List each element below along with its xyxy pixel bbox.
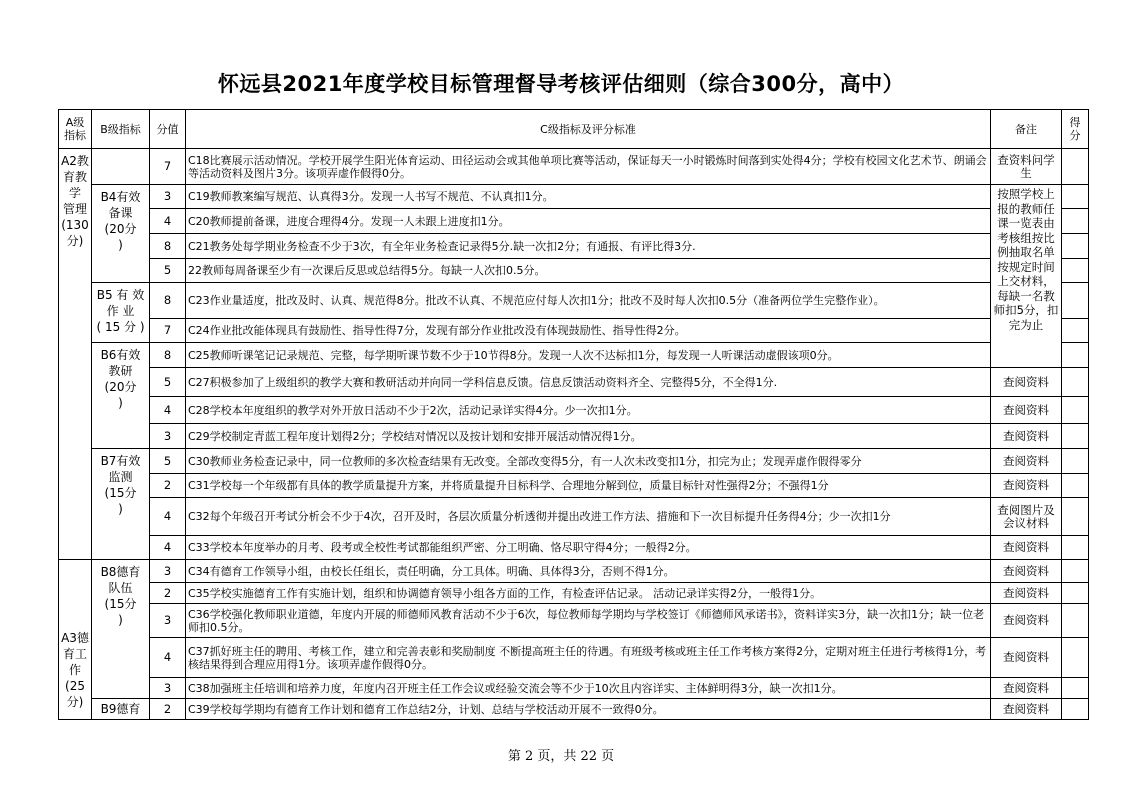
criteria-cell: C23作业量适度，批改及时、认真、规范得8分。批改不认真、不规范应付每人次扣1分；批改不及时每人次扣0.5分（准备两位学生完整作业）。 <box>186 283 991 319</box>
table-row <box>59 343 1089 368</box>
criteria-cell: C30教师业务检查记录中，同一位教师的多次检查结果有无改变。全部改变得5分，有一人次未改变扣1分，扣完为止；发现弄虚作假得零分 <box>186 449 991 474</box>
got-cell <box>1062 604 1089 638</box>
score-cell: 8 <box>150 234 186 259</box>
b-level-b4: B4有效 备课 (20分 ) <box>92 185 150 283</box>
score-cell: 4 <box>150 638 186 678</box>
got-cell <box>1062 699 1089 720</box>
score-cell: 4 <box>150 397 186 424</box>
table-row <box>59 234 1089 259</box>
got-cell <box>1062 638 1089 678</box>
score-cell: 4 <box>150 209 186 234</box>
page-footer: 第 2 页，共 22 页 <box>507 749 615 764</box>
criteria-cell: C27积极参加了上级组织的教学大赛和教研活动并向同一学科信息反馈。信息反馈活动资料齐全、完整得5分，不全得1分. <box>186 368 991 397</box>
header-got: 得 分 <box>1062 110 1089 149</box>
b-level-b8: B8德育 队伍 (15分 ) <box>92 560 150 699</box>
table-row <box>59 536 1089 560</box>
got-cell <box>1062 678 1089 699</box>
note-cell: 查阅资料 <box>991 604 1062 638</box>
b-level-empty <box>92 149 150 185</box>
table-row <box>59 319 1089 343</box>
criteria-cell: C25教师听课笔记记录规范、完整，每学期听课节数不少于10节得8分。发现一人次不达标扣1分，每发现一人听课活动虚假该项0分。 <box>186 343 991 368</box>
score-cell: 5 <box>150 449 186 474</box>
table-row <box>59 604 1089 638</box>
note-cell: 查阅资料 <box>991 583 1062 604</box>
merged-note-cell: 按照学校上报的教师任课一览表由考核组按比例抽取名单按规定时间上交材料，每缺一名教师扣5分，扣完为止 <box>991 185 1062 368</box>
criteria-cell: C29学校制定青蓝工程年度计划得2分；学校结对情况以及按计划和安排开展活动情况得1分。 <box>186 424 991 449</box>
table-row <box>59 424 1089 449</box>
table-row <box>59 638 1089 678</box>
table-row <box>59 397 1089 424</box>
table-row <box>59 368 1089 397</box>
note-cell: 查阅资料 <box>991 560 1062 583</box>
header-score: 分值 <box>150 110 186 149</box>
score-cell: 4 <box>150 536 186 560</box>
criteria-cell: C33学校本年度举办的月考、段考或全校性考试都能组织严密、分工明确、恪尽职守得4分；一般得2分。 <box>186 536 991 560</box>
evaluation-table <box>58 109 1089 720</box>
table-row <box>59 583 1089 604</box>
score-cell: 7 <box>150 149 186 185</box>
score-cell: 2 <box>150 699 186 720</box>
score-cell: 8 <box>150 283 186 319</box>
got-cell <box>1062 343 1089 368</box>
criteria-cell: C36学校强化教师职业道德，年度内开展的师德师风教育活动不少于6次，每位教师每学期均与学校签订《师德师风承诺书》，资料详实3分，缺一次扣1分；缺一位老师扣0.5分。 <box>186 604 991 638</box>
score-cell: 3 <box>150 560 186 583</box>
got-cell <box>1062 449 1089 474</box>
got-cell <box>1062 234 1089 259</box>
header-a-level: A级 指标 <box>59 110 92 149</box>
got-cell <box>1062 474 1089 498</box>
note-cell: 查资料问学生 <box>991 149 1062 185</box>
page-title: 怀远县2021年度学校目标管理督导考核评估细则（综合300分，高中） <box>217 72 905 96</box>
a-level-a2: A2教 育教 学 管理 (130 分) <box>59 149 92 560</box>
score-cell: 5 <box>150 259 186 283</box>
table-row <box>59 560 1089 583</box>
criteria-cell: C35学校实施德育工作有实施计划，组织和协调德育领导小组各方面的工作，有检查评估记录。 活动记录详实得2分，一般得1分。 <box>186 583 991 604</box>
note-cell: 查阅资料 <box>991 368 1062 397</box>
score-cell: 3 <box>150 678 186 699</box>
table-row <box>59 209 1089 234</box>
criteria-cell: C18比赛展示活动情况。学校开展学生阳光体育运动、田径运动会或其他单项比赛等活动，保证每天一小时锻炼时间落到实处得4分；学校有校园文化艺术节、朗诵会等活动资料及图片3分。该项弄虚作假得0分。 <box>186 149 991 185</box>
got-cell <box>1062 583 1089 604</box>
note-cell: 查阅资料 <box>991 449 1062 474</box>
criteria-cell: C31学校每一个年级都有具体的教学质量提升方案，并将质量提升目标科学、合理地分解到位，质量目标针对性强得2分；不强得1分 <box>186 474 991 498</box>
score-cell: 7 <box>150 319 186 343</box>
note-cell: 查阅资料 <box>991 424 1062 449</box>
score-cell: 8 <box>150 343 186 368</box>
got-cell <box>1062 560 1089 583</box>
table-row <box>59 474 1089 498</box>
table-row <box>59 678 1089 699</box>
criteria-cell: C34有德育工作领导小组，由校长任组长，责任明确，分工具体。明确、具体得3分，否则不得1分。 <box>186 560 991 583</box>
got-cell <box>1062 498 1089 536</box>
table-row <box>59 498 1089 536</box>
criteria-cell: C19教师教案编写规范、认真得3分。发现一人书写不规范、不认真扣1分。 <box>186 185 991 209</box>
note-cell: 查阅资料 <box>991 474 1062 498</box>
score-cell: 3 <box>150 424 186 449</box>
criteria-cell: C20教师提前备课，进度合理得4分。发现一人未跟上进度扣1分。 <box>186 209 991 234</box>
got-cell <box>1062 185 1089 209</box>
got-cell <box>1062 424 1089 449</box>
criteria-cell: C32每个年级召开考试分析会不少于4次，召开及时，各层次质量分析透彻并提出改进工作方法、措施和下一次目标提升任务得4分；少一次扣1分 <box>186 498 991 536</box>
got-cell <box>1062 149 1089 185</box>
criteria-cell: C39学校每学期均有德育工作计划和德育工作总结2分，计划、总结与学校活动开展不一致得0分。 <box>186 699 991 720</box>
a-level-a3: A3德 育工 作 (25 分) <box>59 560 92 720</box>
b-level-b6: B6有效 教研 (20分 ) <box>92 343 150 449</box>
criteria-cell: C24作业批改能体现具有鼓励性、指导性得7分，发现有部分作业批改没有体现鼓励性、指导性得2分。 <box>186 319 991 343</box>
criteria-cell: C38加强班主任培训和培养力度，年度内召开班主任工作会议或经验交流会等不少于10次且内容详实、主体鲜明得3分，缺一次扣1分。 <box>186 678 991 699</box>
score-cell: 2 <box>150 474 186 498</box>
got-cell <box>1062 397 1089 424</box>
header-c-level: C级指标及评分标准 <box>186 110 991 149</box>
score-cell: 3 <box>150 604 186 638</box>
note-cell: 查阅资料 <box>991 678 1062 699</box>
got-cell <box>1062 283 1089 319</box>
note-cell: 查阅资料 <box>991 699 1062 720</box>
table-header-row <box>59 110 1089 149</box>
table-row <box>59 149 1089 185</box>
got-cell <box>1062 259 1089 283</box>
criteria-cell: C28学校本年度组织的教学对外开放日活动不少于2次，活动记录详实得4分。少一次扣1分。 <box>186 397 991 424</box>
criteria-cell: 22教师每周备课至少有一次课后反思或总结得5分。每缺一人次扣0.5分。 <box>186 259 991 283</box>
header-note: 备注 <box>991 110 1062 149</box>
b-level-b5: B5 有 效 作 业 ( 15 分 ) <box>92 283 150 343</box>
score-cell: 5 <box>150 368 186 397</box>
note-cell: 查阅资料 <box>991 638 1062 678</box>
b-level-b9: B9德育 <box>92 699 150 720</box>
got-cell <box>1062 536 1089 560</box>
table-row <box>59 185 1089 209</box>
table-row <box>59 259 1089 283</box>
table-row <box>59 449 1089 474</box>
criteria-cell: C21教务处每学期业务检查不少于3次，有全年业务检查记录得5分.缺一次扣2分；有通报、有评比得3分. <box>186 234 991 259</box>
got-cell <box>1062 319 1089 343</box>
got-cell <box>1062 209 1089 234</box>
got-cell <box>1062 368 1089 397</box>
table-row <box>59 699 1089 720</box>
score-cell: 4 <box>150 498 186 536</box>
table-row <box>59 283 1089 319</box>
score-cell: 3 <box>150 185 186 209</box>
header-b-level: B级指标 <box>92 110 150 149</box>
note-cell: 查阅图片及会议材料 <box>991 498 1062 536</box>
score-cell: 2 <box>150 583 186 604</box>
b-level-b7: B7有效 监测 (15分 ) <box>92 449 150 560</box>
note-cell: 查阅资料 <box>991 397 1062 424</box>
note-cell: 查阅资料 <box>991 536 1062 560</box>
criteria-cell: C37抓好班主任的聘用、考核工作，建立和完善表彰和奖励制度 不断提高班主任的待遇。有班级考核或班主任工作考核方案得2分，定期对班主任进行考核得1分，考核结果得到合理应用得1分。该项弄虚作假得0分。 <box>186 638 991 678</box>
